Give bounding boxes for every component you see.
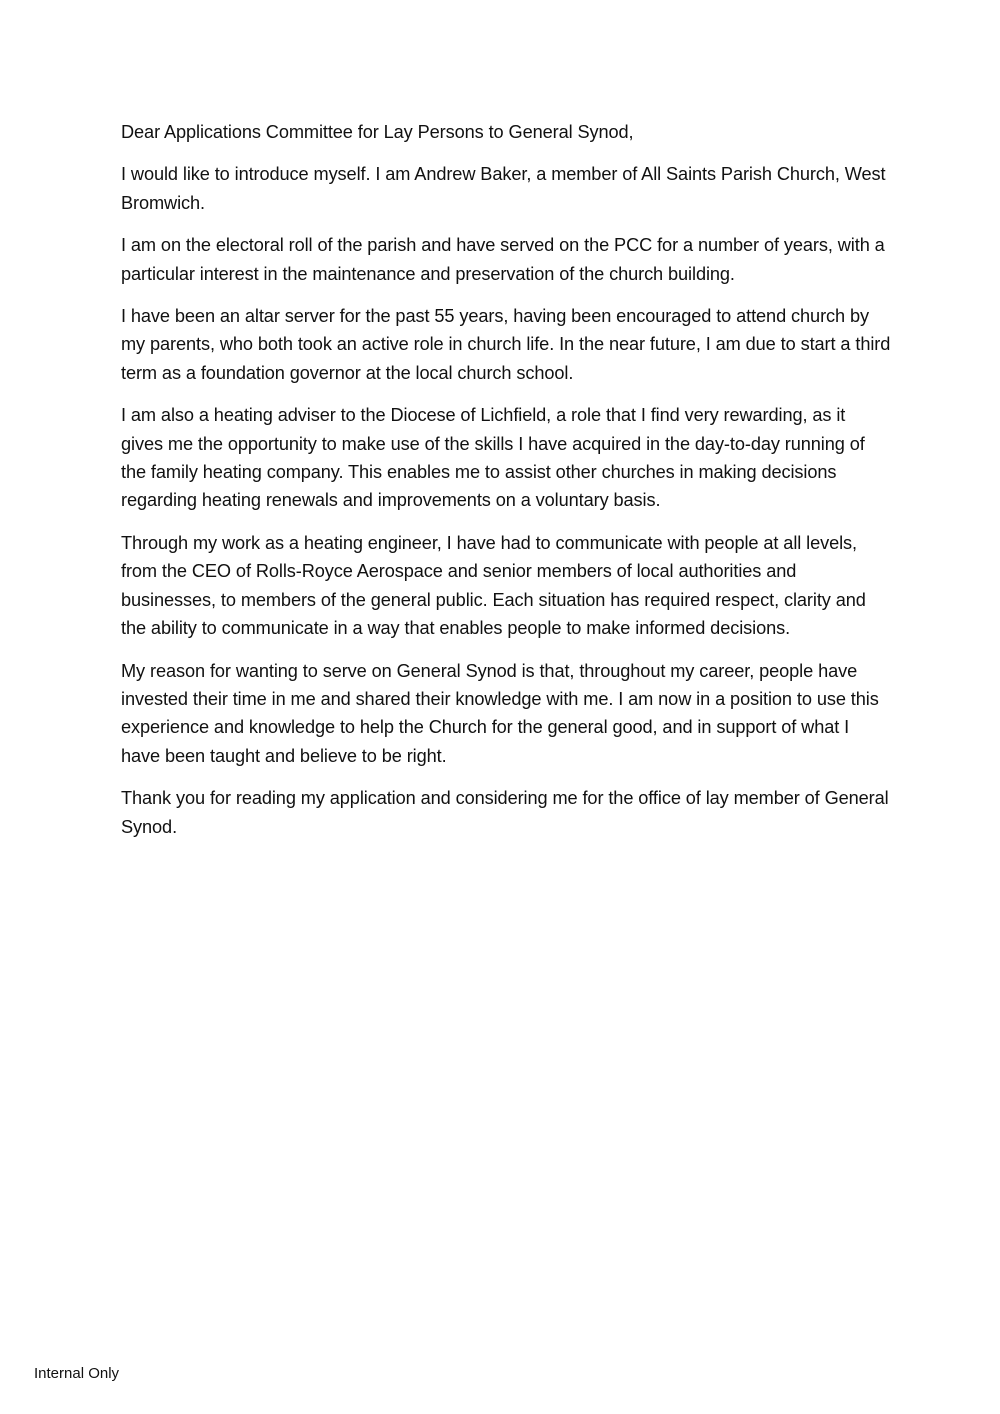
paragraph-heating-adviser: I am also a heating adviser to the Diocese of Lichfield, a role that I find very rewarding, as it gives me the opportunity to make use of the skills I have acquired in the day-to-day running of the family heating company. This enables me to assist other churches in making decisions regarding heating renewals and improvements on a voluntary basis. bbox=[121, 405, 865, 511]
salutation: Dear Applications Committee for Lay Persons to General Synod, bbox=[121, 122, 634, 142]
paragraph-electoral-roll: I am on the electoral roll of the parish and have served on the PCC for a number of years, with a particular interest in the maintenance and preservation of the church building. bbox=[121, 235, 885, 284]
paragraph-reason: My reason for wanting to serve on General Synod is that, throughout my career, people have invested their time in me and shared their knowledge with me. I am now in a position to use this experience and knowledge to help the Church for the general good, and in support of what I have been taught and believe to be right. bbox=[121, 660, 879, 766]
paragraph-introduction: I would like to introduce myself. I am Andrew Baker, a member of All Saints Parish Church, West Bromwich. bbox=[121, 164, 886, 213]
classification-footer: Internal Only bbox=[34, 1365, 120, 1382]
paragraph-communication: Through my work as a heating engineer, I have had to communicate with people at all levels, from the CEO of Rolls-Royce Aerospace and senior members of local authorities and businesses, to members of the general public. Each situation has required respect, clarity and the ability to communicate in a way that enables people to make informed decisions. bbox=[121, 532, 866, 639]
letter-body bbox=[121, 118, 891, 855]
paragraph-closing: Thank you for reading my application and considering me for the office of lay member of General Synod. bbox=[121, 788, 889, 837]
paragraph-altar-server: I have been an altar server for the past 55 years, having been encouraged to attend church by my parents, who both took an active role in church life. In the near future, I am due to start a third term as a foundation governor at the local church school. bbox=[121, 306, 891, 383]
